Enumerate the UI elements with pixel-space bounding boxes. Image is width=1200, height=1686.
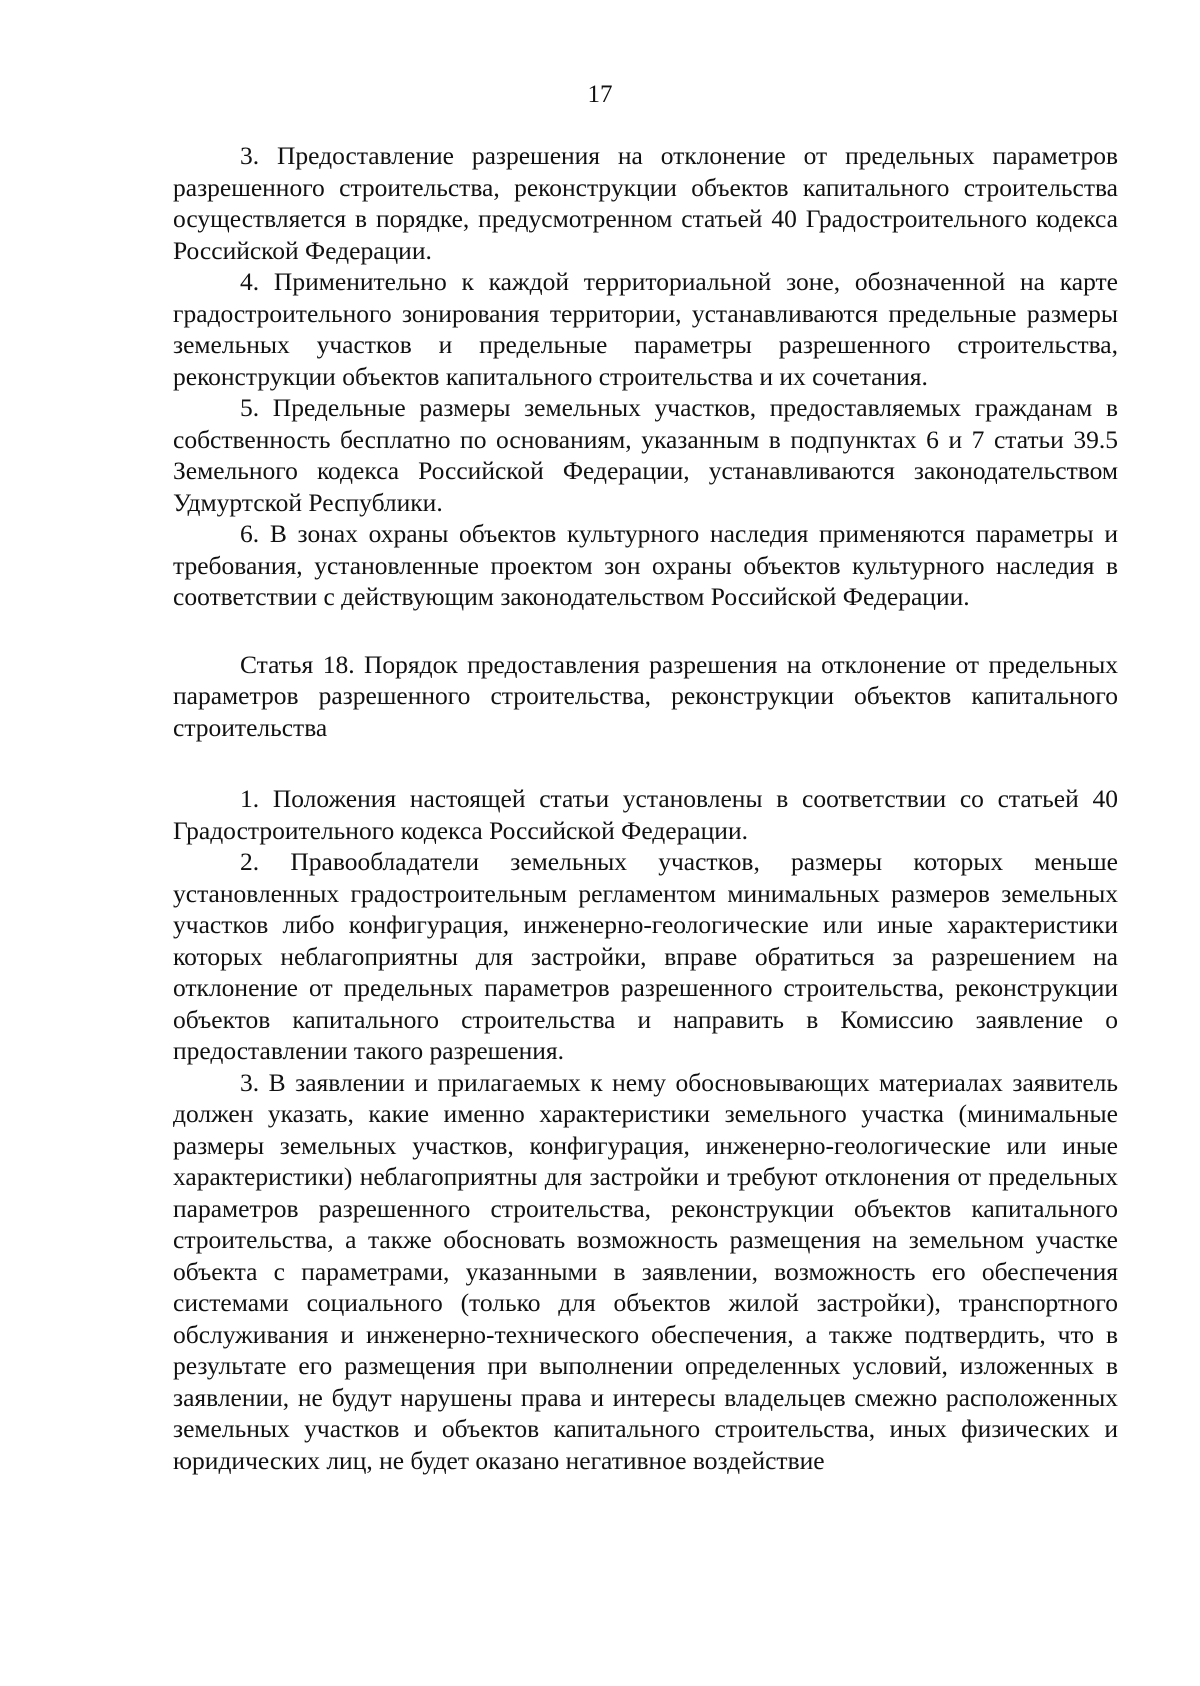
page-number: 17 (587, 81, 613, 108)
paragraph-5-land-plot-sizes: 5. Предельные размеры земельных участков, предоставляемых гражданам в собственность бесплатно по основаниям, указанным в подпунктах 6 и 7 статьи 39.5 Земельного кодекса Российской Федерации, устанавливаются законодательством Удмуртской Республики. (173, 393, 1118, 517)
paragraph-4-zone-limits: 4. Применительно к каждой территориальной зоне, обозначенной на карте градостроительного зонирования территории, устанавливаются предельные размеры земельных участков и предельные параметры разрешенного строительства, реконструкции объектов капитального строительства и их сочетания. (173, 267, 1118, 391)
paragraph-6-cultural-heritage: 6. В зонах охраны объектов культурного наследия применяются параметры и требования, установленные проектом зон охраны объектов культурного наследия в соответствии с действующим законодательством Российской Федерации. (173, 519, 1118, 611)
article-18-paragraph-2: 2. Правообладатели земельных участков, размеры которых меньше установленных градостроительным регламентом минимальных размеров земельных участков либо конфигурация, инженерно-геологические или иные характеристики которых неблагоприятны для застройки, вправе обратиться за разрешением на отклонение от предельных параметров разрешенного строительства, реконструкции объектов капитального строительства и направить в Комиссию заявление о предоставлении такого разрешения. (173, 847, 1118, 1065)
article-18-heading: Статья 18. Порядок предоставления разрешения на отклонение от предельных параметров разрешенного строительства, реконструкции объектов капитального строительства (173, 649, 1118, 742)
paragraph-3-permission-procedure: 3. Предоставление разрешения на отклонение от предельных параметров разрешенного строительства, реконструкции объектов капитального строительства осуществляется в порядке, предусмотренном статьей 40 Градостроительного кодекса Российской Федерации. (173, 141, 1118, 265)
article-18-paragraph-3: 3. В заявлении и прилагаемых к нему обосновывающих материалах заявитель должен указать, какие именно характеристики земельного участка (минимальные размеры земельных участков, конфигурация, инженерно-геологические или иные характеристики) неблагоприятны для застройки и требуют отклонения от предельных параметров разрешенного строительства, реконструкции объектов капитального строительства, а также обосновать возможность размещения на земельном участке объекта с параметрами, указанными в заявлении, возможность его обеспечения системами социального (только для объектов жилой застройки), транспортного обслуживания и инженерно-технического обеспечения, а также подтвердить, что в результате его размещения при выполнении определенных условий, изложенных в заявлении, не будут нарушены права и интересы владельцев смежно расположенных земельных участков и объектов капитального строительства, иных физических и юридических лиц, не будет оказано негативное воздействие (173, 1067, 1118, 1475)
document-body (173, 140, 1118, 1476)
article-18-paragraph-1: 1. Положения настоящей статьи установлены в соответствии со статьей 40 Градостроительного кодекса Российской Федерации. (173, 784, 1118, 845)
